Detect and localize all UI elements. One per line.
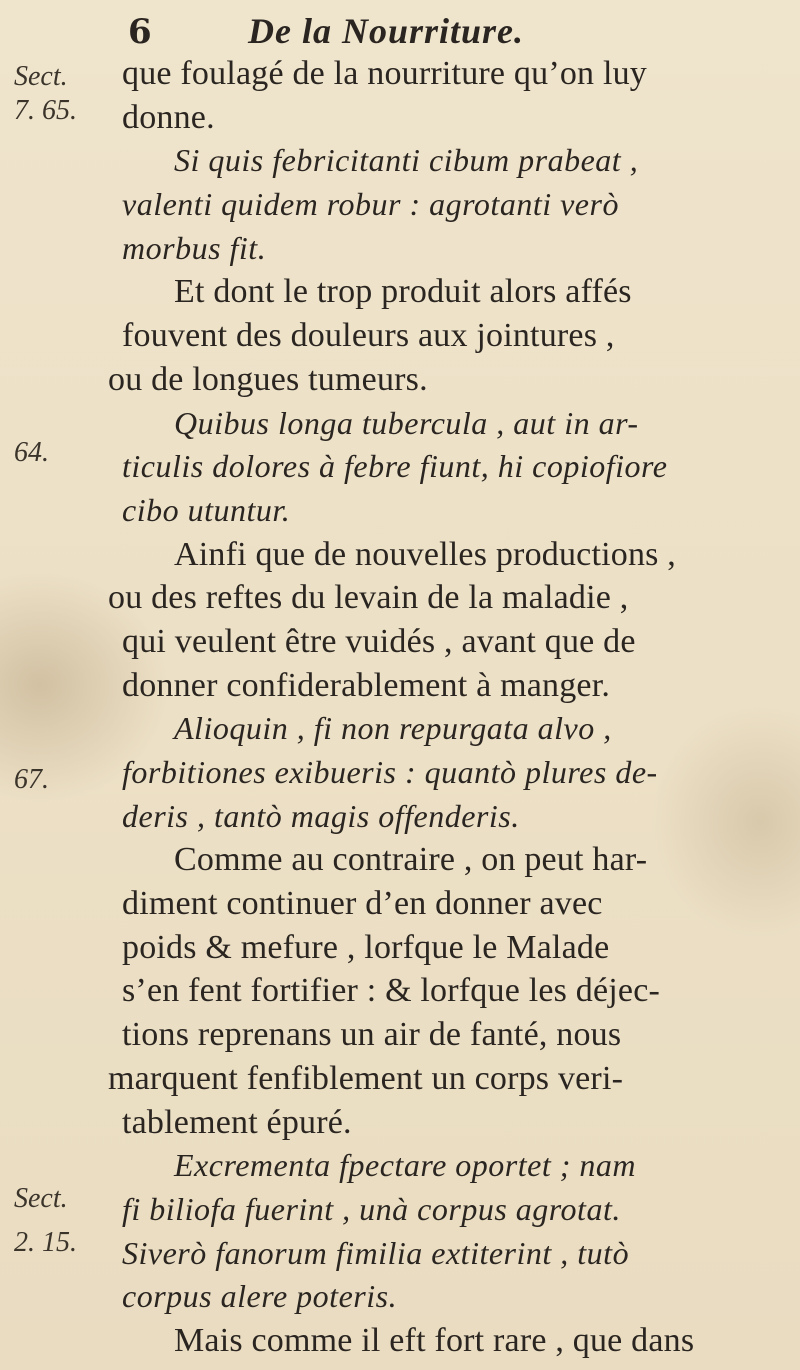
margin-note-reference: 7. 65. <box>14 95 77 126</box>
margin-note-reference: 2. 15. <box>14 1227 77 1258</box>
text-line: poids & mefure , lorfque le Malade <box>122 928 610 966</box>
text-line: Et dont le trop produit alors affés <box>174 273 632 311</box>
latin-line: Quibus longa tubercula , aut in ar- <box>174 404 639 441</box>
body-text <box>108 52 730 1363</box>
latin-line: fi biliofa fuerint , unà corpus agrotat. <box>122 1190 621 1227</box>
text-line: donne. <box>122 98 215 136</box>
margin-notes <box>0 0 120 1370</box>
text-line: qui veulent être vuidés , avant que de <box>122 622 636 660</box>
text-line: Mais comme il eft fort rare , que dans <box>174 1321 695 1359</box>
latin-line: forbitiones exibueris : quantò plures de- <box>122 754 658 790</box>
latin-line: Siverò fanorum fimilia extiterint , tutò <box>122 1234 630 1271</box>
margin-note-reference: 64. <box>14 437 49 468</box>
margin-note-reference: 67. <box>14 764 49 795</box>
margin-note-section: Sect. <box>14 61 68 92</box>
text-line: tions reprenans un air de fanté, nous <box>122 1016 622 1054</box>
latin-line: morbus fit. <box>122 229 267 266</box>
text-line: tablement épuré. <box>122 1103 352 1141</box>
page-title: De la Nourriture. <box>248 11 525 51</box>
latin-line: corpus alere poteris. <box>122 1278 398 1315</box>
text-line: Comme au contraire , on peut har- <box>174 841 648 879</box>
text-line: diment continuer d’en donner avec <box>122 885 603 923</box>
running-head <box>128 10 688 58</box>
latin-line: Alioquin , fi non repurgata alvo , <box>174 710 612 747</box>
page-number: 6 <box>128 12 152 52</box>
text-line: ou des reftes du levain de la maladie , <box>108 579 629 617</box>
text-line: s’en fent fortifier : & lorfque les déjec- <box>122 972 661 1010</box>
latin-line: cibo utuntur. <box>122 491 291 528</box>
text-line: que foulagé de la nourriture qu’on luy <box>122 55 647 92</box>
text-line: marquent fenfiblement un corps veri- <box>108 1059 624 1097</box>
text-line: Ainfi que de nouvelles productions , <box>174 535 676 573</box>
latin-line: valenti quidem robur : agrotanti verò <box>122 186 619 223</box>
text-line: ou de longues tumeurs. <box>108 360 428 398</box>
text-line: fouvent des douleurs aux jointures , <box>122 317 615 355</box>
latin-line: Si quis febricitanti cibum prabeat , <box>174 142 639 179</box>
margin-note-section: Sect. <box>14 1183 68 1214</box>
text-line: donner confiderablement à manger. <box>122 666 611 704</box>
latin-line: ticulis dolores à febre fiunt, hi copiofiore <box>122 448 668 485</box>
latin-line: deris , tantò magis offenderis. <box>122 797 520 834</box>
latin-line: Excrementa fpectare oportet ; nam <box>174 1147 636 1184</box>
